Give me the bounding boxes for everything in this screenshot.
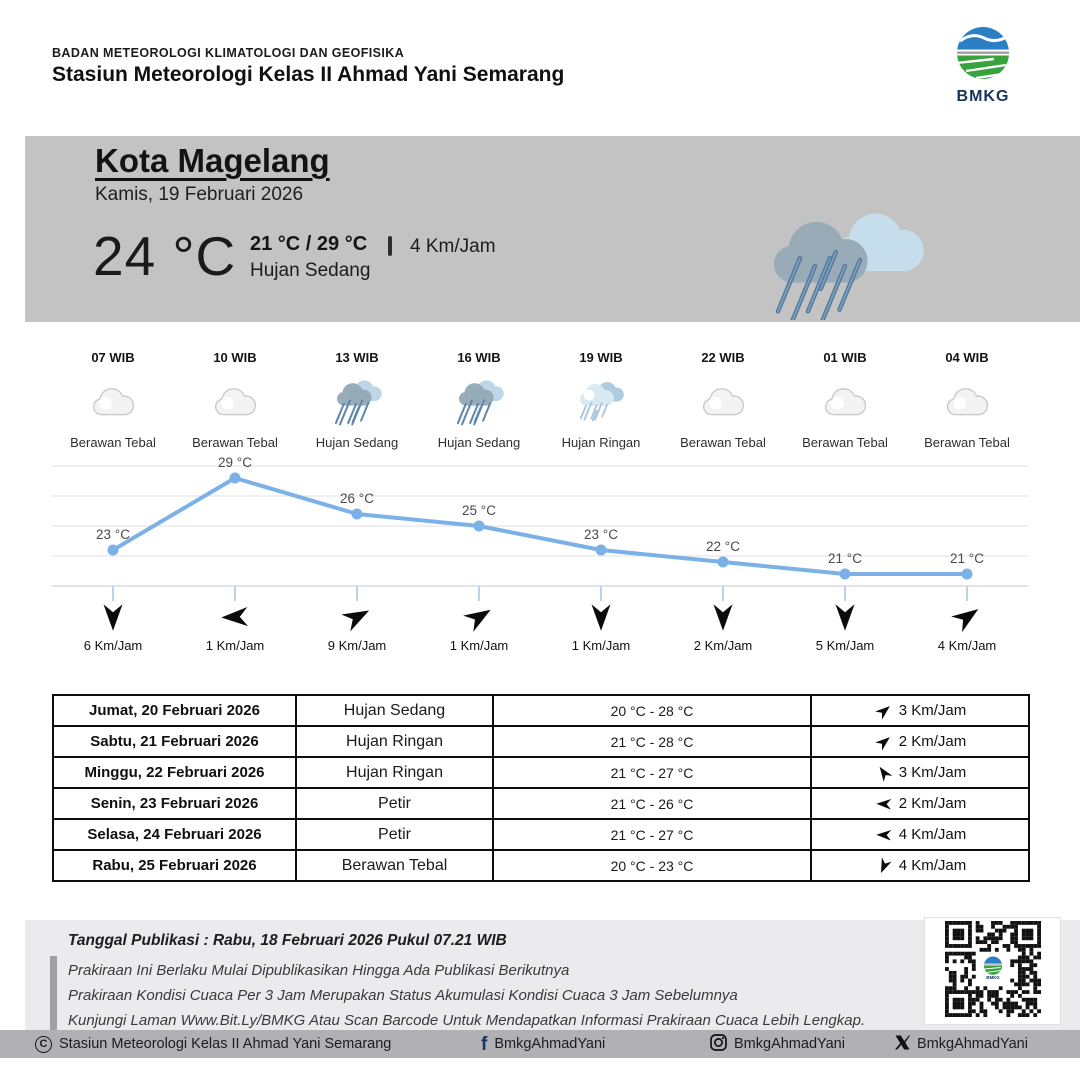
daily-wind [811,726,1029,757]
wind-direction-icon [540,598,662,636]
wind-direction-icon [784,598,906,636]
wind-direction-icon [874,856,899,873]
daily-date: Rabu, 25 Februari 2026 [53,850,296,881]
daily-condition: Hujan Sedang [296,695,493,726]
wind-direction-icon [874,732,899,749]
bmkg-logo [951,26,1015,106]
wind-direction-icon [174,598,296,636]
hourly-column [174,350,296,450]
footer-note-line: Prakiraan Ini Berlaku Mulai Dipublikasikan Hingga Ada Publikasi Berikutnya [68,962,570,979]
wind-column [174,598,296,653]
wind-direction-icon [52,598,174,636]
wind-speed-label: 2 Km/Jam [898,794,967,812]
current-temperature: 24 °C [93,225,237,287]
wind-speed-label: 1 Km/Jam [205,638,265,653]
svg-text:29 °C: 29 °C [218,455,252,470]
hourly-time: 16 WIB [457,350,501,365]
daily-range: 21 °C - 26 °C [493,788,811,819]
weather-icon [52,371,174,433]
hourly-column [662,350,784,450]
social-bar [0,1030,1080,1058]
hourly-condition: Berawan Tebal [802,435,888,450]
table-row [53,819,1029,850]
current-condition: Hujan Sedang [250,260,371,281]
hourly-wind-row [52,598,1028,653]
weather-icon [906,371,1028,433]
facebook-icon: f [481,1033,488,1055]
temperature-chart [0,450,1080,615]
wind-column [784,598,906,653]
footer-note-line: Kunjungi Laman Www.Bit.Ly/BMKG Atau Scan Barcode Untuk Mendapatkan Informasi Prakiraan Cuaca Lebih Lengkap. [68,1012,866,1029]
daily-condition: Hujan Ringan [296,757,493,788]
daily-condition: Berawan Tebal [296,850,493,881]
hourly-condition: Berawan Tebal [924,435,1010,450]
svg-text:25 °C: 25 °C [462,503,496,518]
wind-column [906,598,1028,653]
wind-speed-label: 9 Km/Jam [327,638,387,653]
station-name: Stasiun Meteorologi Kelas II Ahmad Yani Semarang [52,63,565,86]
facebook-handle: BmkgAhmadYani [494,1036,606,1052]
svg-text:26 °C: 26 °C [340,491,374,506]
daily-range: 21 °C - 27 °C [493,819,811,850]
table-row [53,850,1029,881]
weather-icon [174,371,296,433]
wind-speed-label: 3 Km/Jam [898,701,967,719]
daily-date: Selasa, 24 Februari 2026 [53,819,296,850]
svg-text:21 °C: 21 °C [828,551,862,566]
daily-wind [811,695,1029,726]
hourly-time: 04 WIB [945,350,989,365]
wind-speed-label: 4 Km/Jam [898,825,967,843]
wind-column [296,598,418,653]
wind-direction-icon [296,598,418,636]
wind-speed-label: 2 Km/Jam [693,638,753,653]
daily-condition: Hujan Ringan [296,726,493,757]
weather-icon [418,371,540,433]
footer-notes [68,958,865,1033]
hourly-condition: Berawan Tebal [70,435,156,450]
svg-text:23 °C: 23 °C [584,527,618,542]
weather-icon [540,371,662,433]
current-weather-icon [748,202,933,320]
table-row [53,726,1029,757]
hourly-column [52,350,174,450]
wind-direction-icon [906,598,1028,636]
wind-direction-icon [662,598,784,636]
hourly-condition: Berawan Tebal [192,435,278,450]
hourly-condition: Hujan Ringan [561,435,641,450]
copyright-icon: C [35,1036,52,1053]
svg-text:22 °C: 22 °C [706,539,740,554]
hourly-condition: Berawan Tebal [680,435,766,450]
x-handle: BmkgAhmadYani [917,1036,1028,1052]
footer-accent-bar [50,956,57,1030]
hourly-time: 19 WIB [579,350,623,365]
hourly-column [296,350,418,450]
wind-direction-icon [874,825,899,842]
bmkg-logo-icon [954,69,1012,86]
daily-date: Minggu, 22 Februari 2026 [53,757,296,788]
wind-direction-icon [874,701,899,718]
daily-range: 20 °C - 28 °C [493,695,811,726]
hourly-column [418,350,540,450]
table-row [53,757,1029,788]
x-icon [895,1035,910,1054]
table-row [53,695,1029,726]
daily-forecast-table [52,694,1030,882]
wind-speed-label: 5 Km/Jam [815,638,875,653]
agency-name: BADAN METEOROLOGI KLIMATOLOGI DAN GEOFISIKA [52,46,405,60]
daily-wind [811,757,1029,788]
facebook-item [481,1030,605,1058]
daily-range: 21 °C - 28 °C [493,726,811,757]
daily-date: Sabtu, 21 Februari 2026 [53,726,296,757]
table-row [53,788,1029,819]
svg-text:21 °C: 21 °C [950,551,984,566]
copyright-item [35,1030,391,1058]
daily-condition: Petir [296,788,493,819]
temperature-range: 21 °C / 29 °C [250,233,368,255]
hourly-column [540,350,662,450]
daily-wind [811,819,1029,850]
instagram-item [710,1030,845,1058]
wind-speed-label: 4 Km/Jam [937,638,997,653]
wind-speed-label: 1 Km/Jam [449,638,509,653]
instagram-handle: BmkgAhmadYani [734,1036,845,1052]
wind-separator-icon [388,236,392,256]
svg-text:BMKG: BMKG [985,974,1000,980]
wind-column [540,598,662,653]
current-wind-speed: 4 Km/Jam [410,236,496,257]
wind-speed-label: 3 Km/Jam [898,763,967,781]
daily-wind [811,788,1029,819]
wind-speed-label: 2 Km/Jam [898,732,967,750]
hourly-column [784,350,906,450]
hourly-time: 07 WIB [91,350,135,365]
weather-icon [296,371,418,433]
wind-direction-icon [418,598,540,636]
qr-code [945,921,1041,1022]
wind-direction-icon [874,794,899,811]
wind-column [52,598,174,653]
footer-note-line: Prakiraan Kondisi Cuaca Per 3 Jam Merupakan Status Akumulasi Kondisi Cuaca 3 Jam Sebelumnya [68,987,738,1004]
daily-wind [811,850,1029,881]
publication-date: Tanggal Publikasi : Rabu, 18 Februari 2026 Pukul 07.21 WIB [68,932,507,949]
hourly-time: 22 WIB [701,350,745,365]
hourly-time: 13 WIB [335,350,379,365]
weather-icon [784,371,906,433]
daily-date: Jumat, 20 Februari 2026 [53,695,296,726]
hourly-condition: Hujan Sedang [315,435,399,450]
daily-range: 21 °C - 27 °C [493,757,811,788]
daily-date: Senin, 23 Februari 2026 [53,788,296,819]
svg-text:23 °C: 23 °C [96,527,130,542]
wind-speed-label: 4 Km/Jam [898,856,967,874]
daily-range: 20 °C - 23 °C [493,850,811,881]
instagram-icon [710,1034,727,1055]
hourly-condition: Hujan Sedang [437,435,521,450]
wind-speed-label: 1 Km/Jam [571,638,631,653]
wind-column [662,598,784,653]
daily-condition: Petir [296,819,493,850]
hourly-time: 10 WIB [213,350,257,365]
current-date: Kamis, 19 Februari 2026 [95,184,304,205]
wind-column [418,598,540,653]
qr-code-card [925,918,1060,1024]
weather-icon [662,371,784,433]
x-item [895,1030,1028,1058]
hourly-forecast-row [52,350,1028,450]
wind-direction-icon [874,763,899,780]
hourly-column [906,350,1028,450]
city-title: Kota Magelang [95,142,330,179]
hourly-time: 01 WIB [823,350,867,365]
wind-speed-label: 6 Km/Jam [83,638,143,653]
copyright-text: Stasiun Meteorologi Kelas II Ahmad Yani Semarang [59,1036,392,1052]
bmkg-logo-label: BMKG [956,88,1010,105]
